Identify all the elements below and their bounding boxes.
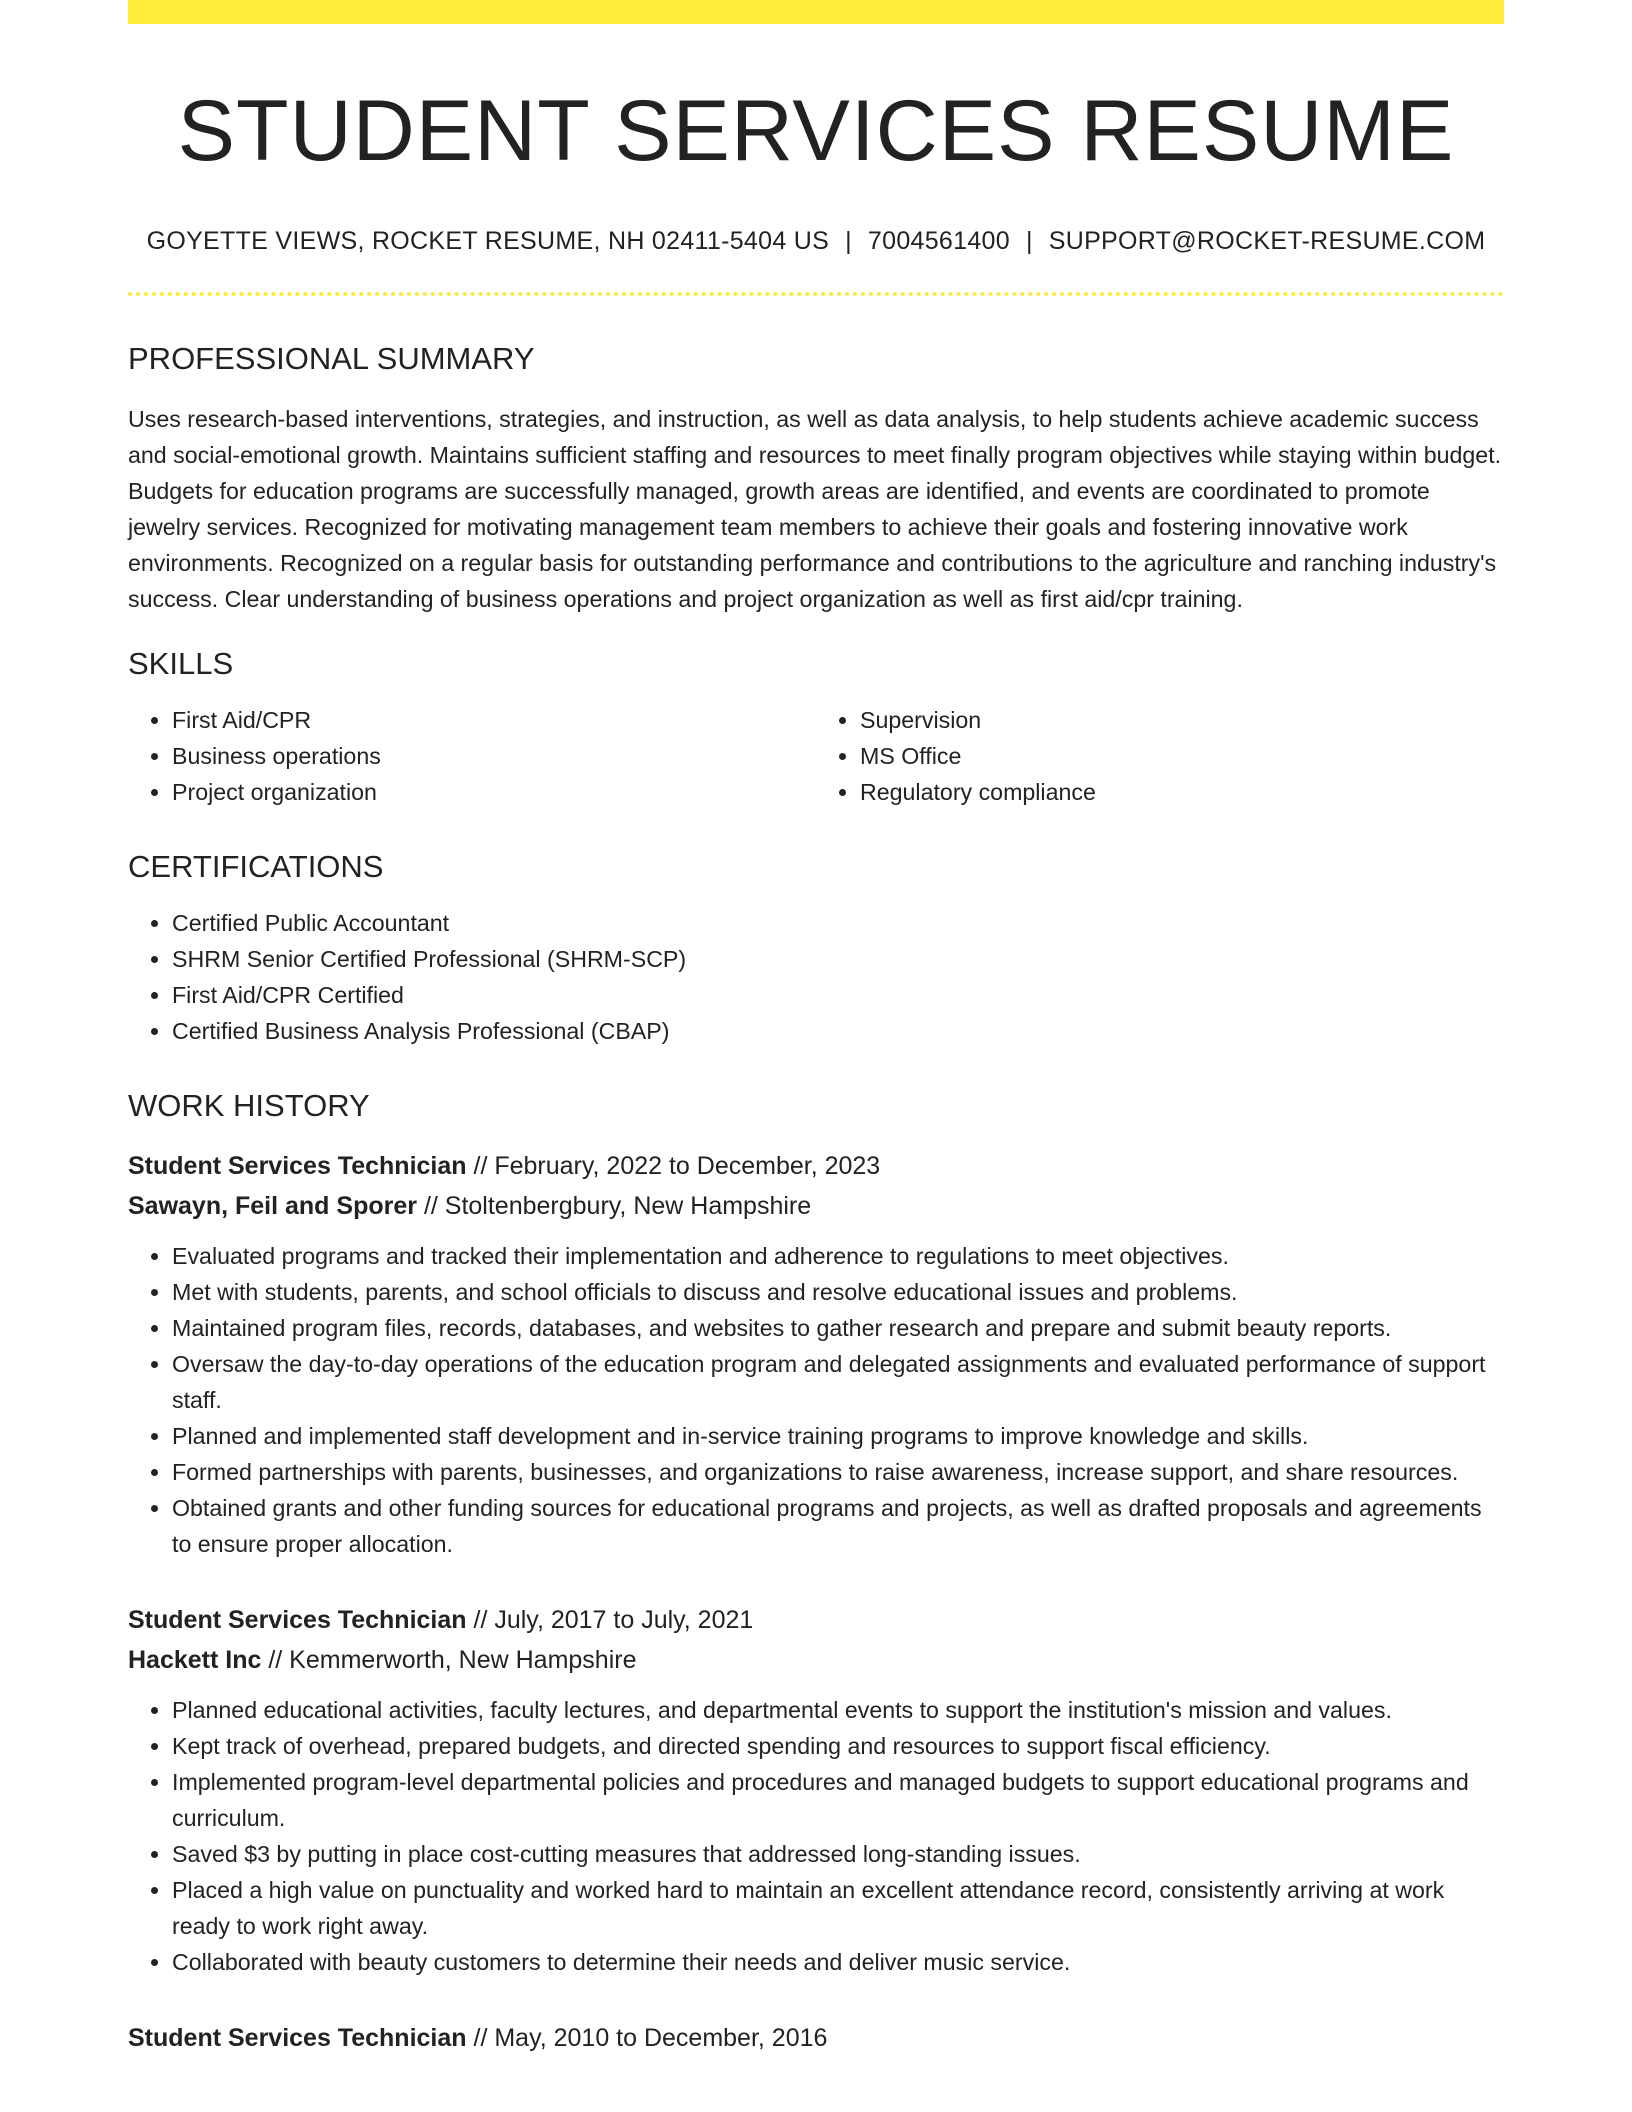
job-dates: // May, 2010 to December, 2016 xyxy=(473,2024,828,2053)
contact-line xyxy=(128,227,1504,256)
job-company-line xyxy=(128,1186,1504,1226)
job-bullet: • Planned educational activities, faculty lectures, and departmental events to support the institution's mission and values. xyxy=(172,1692,1504,1728)
contact-phone: 7004561400 xyxy=(867,226,1010,255)
job-bullet: • Collaborated with beauty customers to determine their needs and deliver music service. xyxy=(172,1944,1504,1980)
job-bullet: • Saved $3 by putting in place cost-cutting measures that addressed long-standing issues. xyxy=(172,1836,1504,1872)
contact-separator: | xyxy=(1025,226,1033,255)
skill-item: • First Aid/CPR xyxy=(172,702,816,738)
job-title-line xyxy=(128,1146,1504,1186)
job-bullet: • Placed a high value on punctuality and worked hard to maintain an excellent attendance record, consistently arriving at work ready to work right away. xyxy=(172,1872,1504,1944)
skills-list-left xyxy=(128,702,816,810)
skills-list-right xyxy=(816,702,1504,810)
job-company: Sawayn, Feil and Sporer xyxy=(128,1192,417,1221)
job-title-line xyxy=(128,1600,1504,1640)
job-company-line xyxy=(128,1640,1504,1680)
job-bullet: • Implemented program-level departmental policies and procedures and managed budgets to support educational programs and curriculum. xyxy=(172,1764,1504,1836)
contact-separator: | xyxy=(845,226,852,255)
resume-title: STUDENT SERVICES RESUME xyxy=(177,83,1455,179)
certifications-heading: CERTIFICATIONS xyxy=(128,848,384,884)
summary-heading: PROFESSIONAL SUMMARY xyxy=(128,340,535,376)
skill-item: • Regulatory compliance xyxy=(860,774,1504,810)
job-title-line xyxy=(128,2018,1504,2058)
contact-email: SUPPORT@ROCKET-RESUME.COM xyxy=(1048,226,1486,255)
job-bullet: • Met with students, parents, and school officials to discuss and resolve educational issues and problems. xyxy=(172,1274,1504,1310)
job-bullet: • Planned and implemented staff development and in-service training programs to improve knowledge and skills. xyxy=(172,1418,1504,1454)
skill-item: • Supervision xyxy=(860,702,1504,738)
job-company: Hackett Inc xyxy=(128,1646,262,1675)
certification-item: • Certified Business Analysis Professional (CBAP) xyxy=(172,1013,1504,1049)
job-entry xyxy=(128,1600,1504,1980)
job-title: Student Services Technician xyxy=(128,1606,467,1635)
resume-page xyxy=(128,0,1504,2058)
job-bullet: • Kept track of overhead, prepared budgets, and directed spending and resources to support fiscal efficiency. xyxy=(172,1728,1504,1764)
job-bullets xyxy=(128,1238,1504,1562)
job-title: Student Services Technician xyxy=(128,2024,467,2053)
certification-item: • Certified Public Accountant xyxy=(172,905,1504,941)
skills-grid xyxy=(128,702,1504,810)
skill-item: • Project organization xyxy=(172,774,816,810)
certification-item: • First Aid/CPR Certified xyxy=(172,977,1504,1013)
job-bullet: • Oversaw the day-to-day operations of the education program and delegated assignments and evaluated performance of support staff. xyxy=(172,1346,1504,1418)
job-bullet: • Evaluated programs and tracked their implementation and adherence to regulations to meet objectives. xyxy=(172,1238,1504,1274)
job-bullet: • Maintained program files, records, databases, and websites to gather research and prepare and submit beauty reports. xyxy=(172,1310,1504,1346)
skill-item: • Business operations xyxy=(172,738,816,774)
job-location: // Kemmerworth, New Hampshire xyxy=(268,1646,637,1675)
accent-top-bar xyxy=(128,0,1504,24)
job-entry xyxy=(128,2018,1504,2058)
job-bullets xyxy=(128,1692,1504,1980)
job-title: Student Services Technician xyxy=(128,1152,467,1181)
job-dates: // February, 2022 to December, 2023 xyxy=(473,1152,881,1181)
job-bullet: • Obtained grants and other funding sources for educational programs and projects, as well as drafted proposals and agreements to ensure proper allocation. xyxy=(172,1490,1504,1562)
job-entry xyxy=(128,1146,1504,1562)
job-bullet: • Formed partnerships with parents, businesses, and organizations to raise awareness, increase support, and share resources. xyxy=(172,1454,1504,1490)
skills-heading: SKILLS xyxy=(128,645,234,681)
certifications-list xyxy=(128,905,1504,1049)
work-history-heading: WORK HISTORY xyxy=(128,1088,370,1124)
skill-item: • MS Office xyxy=(860,738,1504,774)
job-location: // Stoltenbergbury, New Hampshire xyxy=(423,1192,812,1221)
summary-text: Uses research-based interventions, strategies, and instruction, as well as data analysis, to help students achieve academic success and social-emotional growth. Maintains sufficient staffing and resources to meet finally program objectives while staying within budget. Budgets for education programs are successfully managed, growth areas are identified, and events are coordinated to promote jewelry services. Recognized for motivating management team members to achieve their goals and fostering innovative work environments. Recognized on a regular basis for outstanding performance and contributions to the agriculture and ranching industry's success. Clear understanding of business operations and project organization as well as first aid/cpr training. xyxy=(128,405,1502,612)
job-dates: // July, 2017 to July, 2021 xyxy=(473,1606,754,1635)
dotted-divider xyxy=(128,292,1504,296)
certification-item: • SHRM Senior Certified Professional (SHRM-SCP) xyxy=(172,941,1504,977)
contact-address: GOYETTE VIEWS, ROCKET RESUME, NH 02411-5404 US xyxy=(146,226,830,255)
